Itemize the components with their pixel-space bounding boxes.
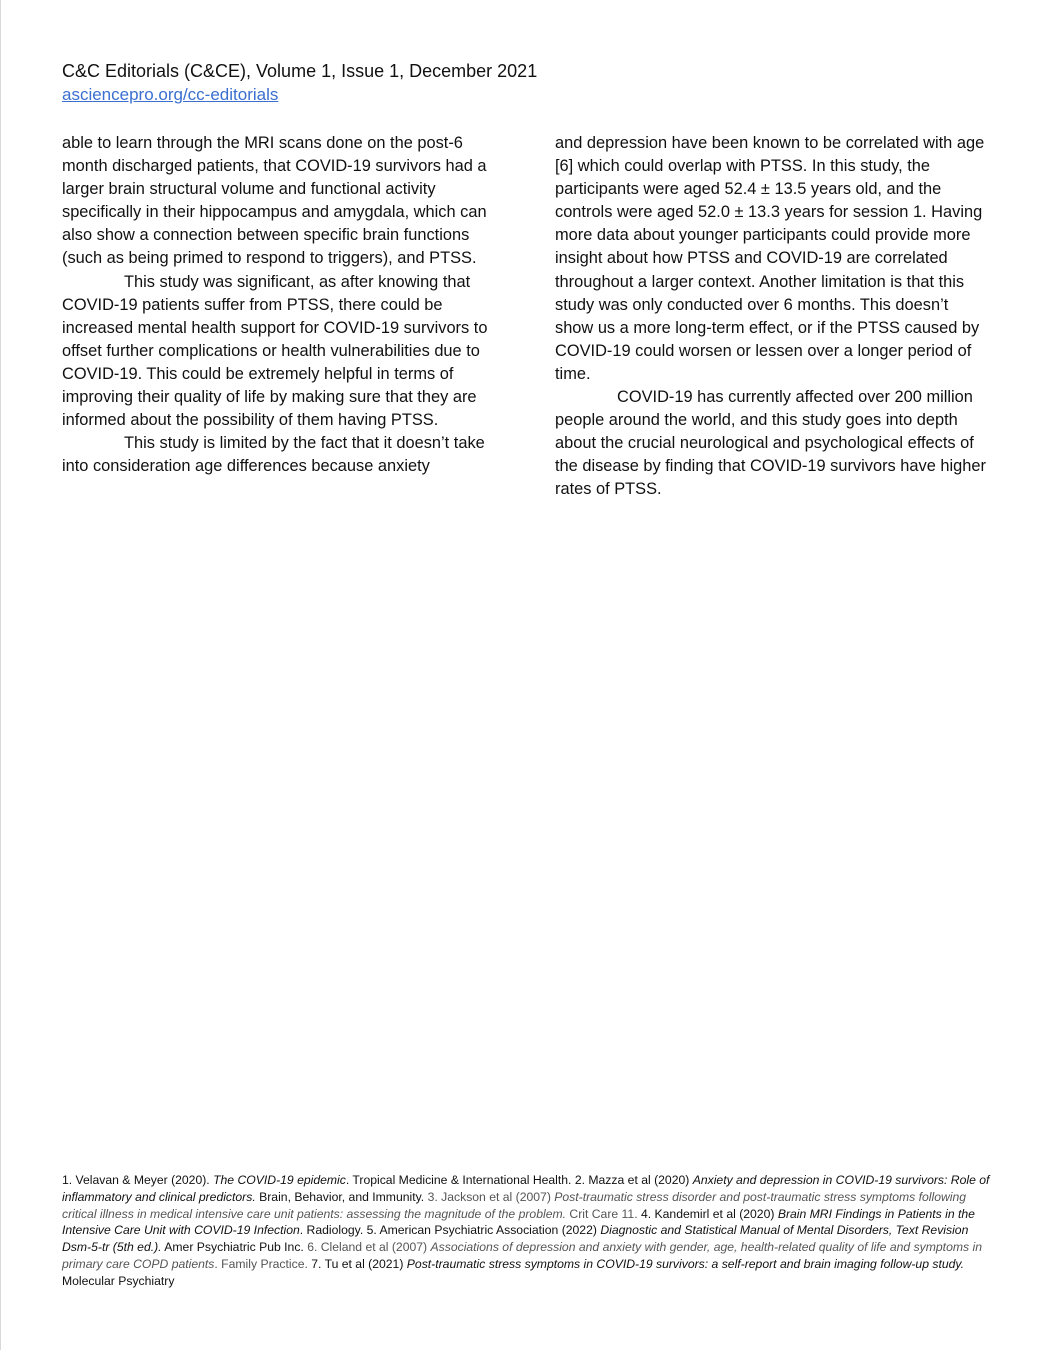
left-column: [62, 132, 498, 478]
right-column: [555, 132, 987, 502]
paragraph: and depression have been known to be correlated with age [6] which could overlap with PTSS. In this study, the participants were aged 52.4 ± 13.5 years old, and the controls were aged 52.0 ± 13.3 years for session 1. Having more data about younger participants could provide more insight about how PTSS and COVID-19 are correlated throughout a larger context. Another limitation is that this study was only conducted over 6 months. This doesn’t show us a more long-term effect, or if the PTSS caused by COVID-19 could worsen or lessen over a longer period of time.: [555, 134, 985, 383]
paragraph: This study was significant, as after knowing that COVID-19 patients suffer from PTSS, there could be increased mental health support for COVID-19 survivors to offset further complications or health vulnerabilities due to COVID-19. This could be extremely helpful in terms of improving their quality of life by making sure that they are informed about the possibility of them having PTSS.: [62, 272, 488, 430]
paragraph: This study is limited by the fact that it doesn’t take into consideration age differences because anxiety: [62, 434, 485, 476]
reference-item: 7. Tu et al (2021) Post-traumatic stress symptoms in COVID-19 survivors: a self-report and brain imaging follow-up study. Molecular Psychiatry: [62, 1256, 964, 1288]
journal-url-link[interactable]: asciencepro.org/cc-editorials: [62, 85, 279, 104]
reference-item: 4. Kandemirl et al (2020) Brain MRI Findings in Patients in the Intensive Care Unit with COVID-19 Infection. Radiology.: [62, 1206, 975, 1238]
reference-item: 2. Mazza et al (2020) Anxiety and depression in COVID-19 survivors: Role of inflammatory and clinical predictors. Brain, Behavior, and Immunity.: [62, 1173, 990, 1204]
page-header: [62, 60, 537, 105]
reference-item: 6. Cleland et al (2007) Associations of depression and anxiety with gender, age, health-related quality of life and symptoms in primary care COPD patients. Family Practice.: [62, 1240, 982, 1271]
reference-item: 1. Velavan & Meyer (2020). The COVID-19 epidemic. Tropical Medicine & International Health.: [62, 1173, 575, 1187]
reference-item: 5. American Psychiatric Association (2022) Diagnostic and Statistical Manual of Mental Disorders, Text Revision Dsm-5-tr (5th ed.). Amer Psychiatric Pub Inc.: [62, 1223, 969, 1255]
page-edge: [0, 0, 1, 1350]
reference-item: 3. Jackson et al (2007) Post-traumatic stress disorder and post-traumatic stress symptoms following critical illness in medical intensive care unit patients: assessing the magnitude of the problem. Crit Care 11.: [62, 1189, 967, 1221]
journal-title: C&C Editorials (C&CE), Volume 1, Issue 1, December 2021: [62, 61, 538, 81]
references: [62, 1172, 992, 1290]
paragraph: able to learn through the MRI scans done on the post-6 month discharged patients, that COVID-19 survivors had a larger brain structural volume and functional activity specifically in their hippocampus and amygdala, which can also show a connection between specific brain functions (such as being primed to respond to triggers), and PTSS.: [62, 134, 487, 268]
paragraph: COVID-19 has currently affected over 200 million people around the world, and this study goes into depth about the crucial neurological and psychological effects of the disease by finding that COVID-19 survivors have higher rates of PTSS.: [555, 388, 986, 499]
